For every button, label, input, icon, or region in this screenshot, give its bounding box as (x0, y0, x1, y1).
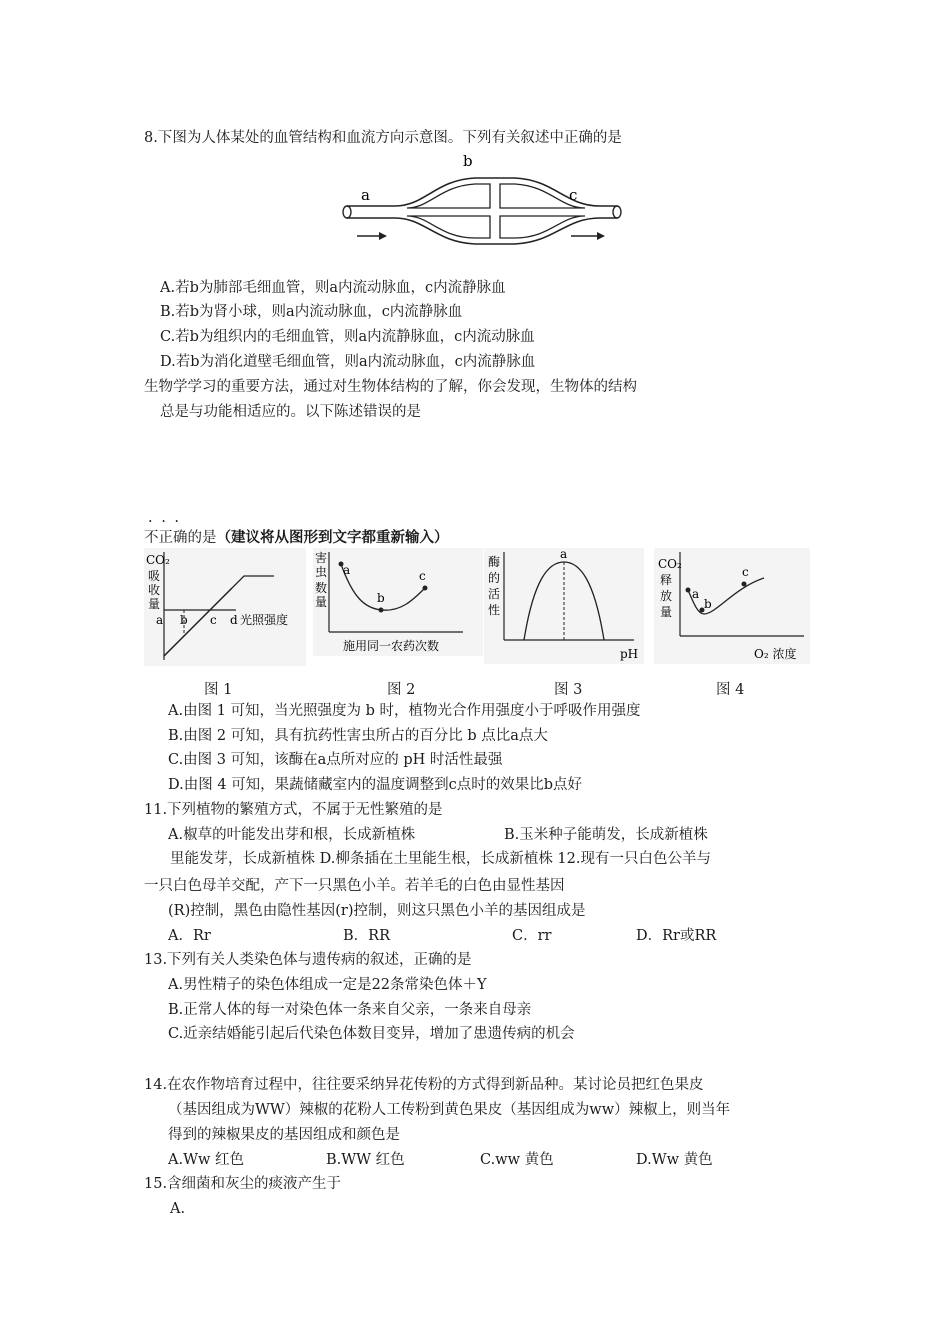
fig2-ylabel-2: 虫 (315, 565, 328, 579)
figure-1 (144, 548, 306, 670)
q13-stem: 13.下列有关人类染色体与遗传病的叙述，正确的是 (144, 952, 472, 968)
q12-option-b: B．RR (343, 928, 390, 944)
q14-line1: 14.在农作物培育过程中，往往要采纳异花传粉的方式得到新品种。某讨论员把红色果皮 (144, 1077, 704, 1093)
q8-stem: 8.下图为人体某处的血管结构和血流方向示意图。下列有关叙述中正确的是 (144, 130, 622, 146)
q14-option-a: A.Ww 红色 (168, 1152, 245, 1168)
figure-2 (313, 548, 483, 660)
fig1-ylabel-3: 收 (148, 583, 161, 597)
fig3-ylabel-4: 性 (488, 603, 501, 617)
q10-option-d: D.由图 4 可知，果蔬储藏室内的温度调整到c点时的效果比b点好 (168, 777, 583, 793)
fig2-ylabel-4: 量 (315, 595, 328, 609)
q11-option-b: B.玉米种子能萌发，长成新植株 (504, 827, 708, 843)
fig2-xlabel: 施用同一农药次数 (343, 639, 440, 653)
q14-option-b: B.WW 红色 (326, 1152, 405, 1168)
fig1-ylabel-4: 量 (148, 597, 161, 611)
fig4-point-a: a (692, 587, 700, 601)
fig4-ylabel-2: 释 (660, 573, 673, 587)
q14-line3: 得到的辣椒果皮的基因组成和颜色是 (168, 1127, 400, 1143)
q13-option-c: C.近亲结婚能引起后代染色体数目变异，增加了患遗传病的机会 (168, 1026, 575, 1042)
fig2-point-a: a (343, 563, 351, 577)
fig2-ylabel-3: 数 (315, 581, 328, 595)
q15-option-a: A. (170, 1201, 186, 1217)
q10-stem-note: （建议将从图形到文字都重新输入） (216, 529, 449, 546)
q8-option-b: B.若b为肾小球，则a内流动脉血，c内流静脉血 (160, 304, 463, 320)
fig1-point-b: b (180, 613, 188, 627)
fig1-xlabel: 光照强度 (240, 613, 289, 627)
fig2-caption: 图 2 (387, 682, 416, 698)
q14-line2: （基因组成为WW）辣椒的花粉人工传粉到黄色果皮（基因组成为ww）辣椒上，则当年 (168, 1102, 731, 1118)
label-a: a (361, 186, 370, 204)
fig4-ylabel-3: 放 (660, 589, 673, 603)
q12-line1: 一只白色母羊交配，产下一只黑色小羊。若羊毛的白色由显性基因 (144, 878, 565, 894)
fig1-caption: 图 1 (204, 682, 233, 698)
fig4-ylabel-1: CO₂ (658, 557, 682, 571)
q12-line2: (R)控制，黑色由隐性基因(r)控制，则这只黑色小羊的基因组成是 (168, 903, 586, 919)
fig3-point-a: a (560, 548, 568, 561)
fig4-point-b: b (704, 597, 712, 611)
fig4-caption: 图 4 (716, 682, 745, 698)
q14-option-c: C.ww 黄色 (480, 1152, 554, 1168)
fig3-ylabel-3: 活 (488, 587, 501, 601)
fig4-ylabel-4: 量 (660, 605, 673, 619)
q10-stem (144, 528, 449, 548)
q8-option-a: A.若b为肺部毛细血管，则a内流动脉血，c内流静脉血 (160, 280, 506, 296)
fig4-xlabel: O₂ 浓度 (754, 647, 797, 661)
figure-3 (484, 548, 644, 668)
q13-option-b: B.正常人体的每一对染色体一条来自父亲，一条来自母亲 (168, 1002, 532, 1018)
q8-option-d: D.若b为消化道壁毛细血管，则a内流动脉血，c内流静脉血 (160, 354, 536, 370)
q10-option-b: B.由图 2 可知，具有抗药性害虫所占的百分比 b 点比a点大 (168, 728, 548, 744)
label-b: b (463, 152, 473, 170)
q13-option-a: A.男性精子的染色体组成一定是22条常染色体＋Y (168, 977, 487, 993)
fig1-point-d: d (230, 613, 238, 627)
fig3-caption: 图 3 (554, 682, 583, 698)
q10-dots: . . . (148, 510, 182, 526)
q11-line3: 里能发芽，长成新植株 D.柳条插在土里能生根，长成新植株 12.现有一只白色公羊与 (170, 851, 711, 867)
q11-stem: 11.下列植物的繁殖方式，不属于无性繁殖的是 (144, 802, 443, 818)
q10-stem-prefix: 不正确的是 (144, 530, 217, 546)
fig3-ylabel-1: 酶 (488, 555, 501, 569)
q14-option-d: D.Ww 黄色 (636, 1152, 713, 1168)
q10-option-c: C.由图 3 可知，该酶在a点所对应的 pH 时活性最强 (168, 752, 503, 768)
fig2-point-b: b (377, 591, 385, 605)
q8-option-c: C.若b为组织内的毛细血管，则a内流静脉血，c内流动脉血 (160, 329, 535, 345)
q9-line2: 总是与功能相适应的。以下陈述错误的是 (160, 404, 421, 420)
q15-stem: 15.含细菌和灰尘的痰液产生于 (144, 1176, 342, 1192)
label-c: c (569, 186, 578, 204)
fig1-ylabel-2: 吸 (148, 569, 161, 583)
fig1-point-c: c (210, 613, 217, 627)
q9-line1: 生物学学习的重要方法，通过对生物体结构的了解，你会发现，生物体的结构 (144, 379, 637, 395)
fig4-point-c: c (742, 565, 749, 579)
figure-4 (654, 548, 810, 668)
fig2-ylabel-1: 害 (315, 551, 328, 565)
q11-option-a: A.椒草的叶能发出芽和根，长成新植株 (168, 827, 416, 843)
fig3-xlabel: pH (620, 647, 639, 661)
blood-vessel-diagram (335, 150, 625, 254)
q12-option-d: D．Rr或RR (636, 928, 717, 944)
fig1-point-a: a (156, 613, 164, 627)
q10-option-a: A.由图 1 可知，当光照强度为 b 时，植物光合作用强度小于呼吸作用强度 (168, 703, 641, 719)
q12-option-a: A．Rr (168, 928, 211, 944)
fig2-point-c: c (419, 569, 426, 583)
fig3-ylabel-2: 的 (488, 571, 501, 585)
q12-option-c: C．rr (512, 928, 552, 944)
fig1-ylabel: CO₂ (146, 553, 170, 567)
